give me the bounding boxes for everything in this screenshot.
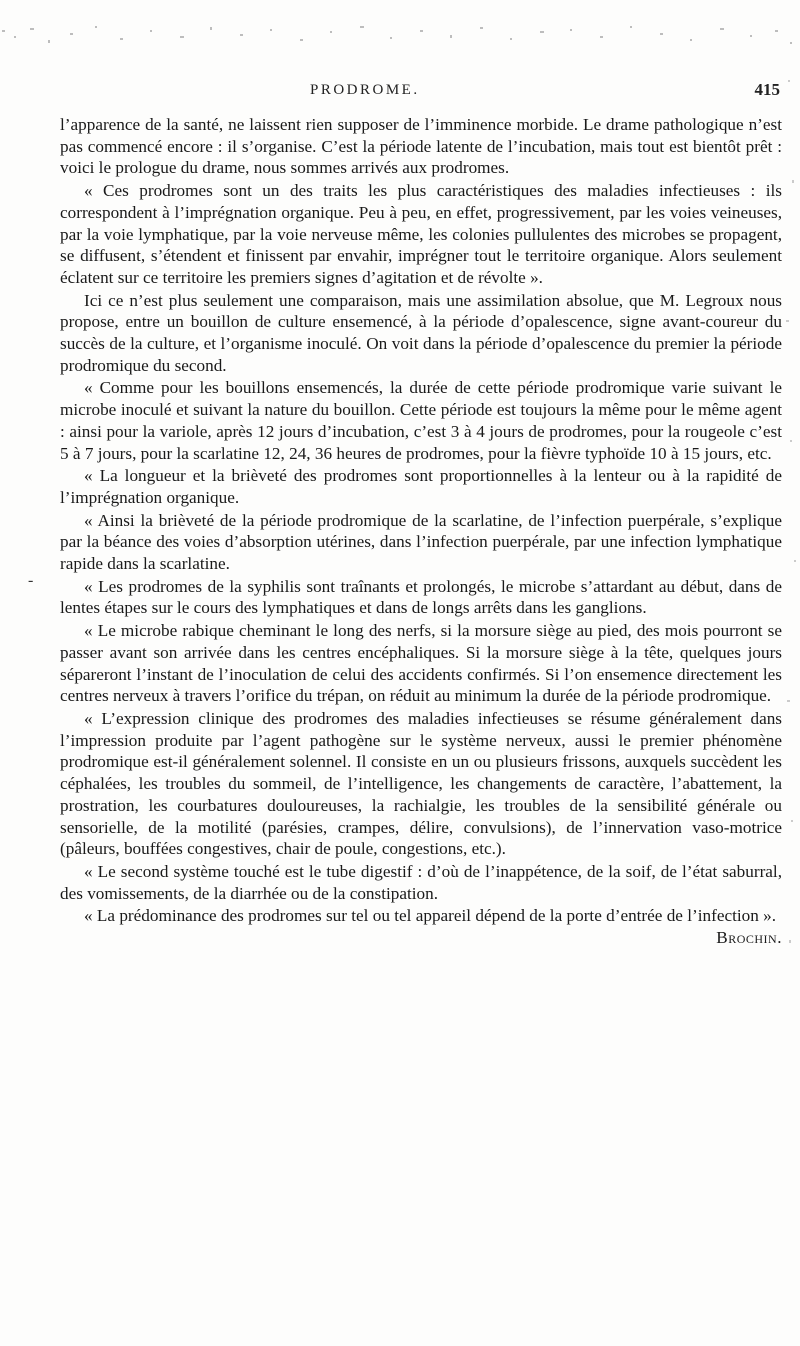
paragraph-6: « Ainsi la brièveté de la période prodromique de la scarlatine, de l’infection puerpérale, s’explique par la béance des voies d’absorption utérines, dans l’infection puerpérale, par une infection lymphatique rapide dans la scarlatine. xyxy=(60,510,782,574)
scan-noise-top xyxy=(0,0,800,60)
page-number: 415 xyxy=(754,80,780,99)
paragraph-11 xyxy=(60,905,782,948)
body-text xyxy=(60,114,782,949)
paragraph-1: l’apparence de la santé, ne laissent rien supposer de l’imminence morbide. Le drame pathologique n’est pas commencé encore : il s’organise. C’est la période latente de l’incubation, mais tout est bientôt prêt : voici le prologue du drame, nous sommes arrivés aux prodromes. xyxy=(60,115,782,178)
paragraph-9: « L’expression clinique des prodromes des maladies infectieuses se résume généralement dans l’impression produite par l’agent pathogène sur le système nerveux, aussi le premier phénomène prodromique est-il généralement solennel. Il consiste en un ou plusieurs frissons, auxquels succèdent les céphalées, les troubles du sommeil, de l’intelligence, les changements de caractère, l’abattement, la prostration, les courbatures douloureuses, la rachialgie, les troubles de la sensibilité générale ou sensorielle, de la motilité (parésies, crampes, délire, convulsions), de l’innervation vaso-motrice (pâleurs, bouffées congestives, chair de poule, congestions, etc.). xyxy=(60,708,782,859)
scan-noise-right-edge xyxy=(778,60,800,1060)
paragraph-2: « Ces prodromes sont un des traits les plus caractéristiques des maladies infectieuses : ils correspondent à l’imprégnation organique. Peu à peu, en effet, progressivement, par les voies veineuses, par la voie lymphatique, par la voie nerveuse même, les colonies pullulentes des microbes se propagent, se diffusent, s’étendent et finissent par envahir, imprégner tout le territoire organique. Alors seulement éclatent sur ce territoire les premiers signes d’agitation et de révolte ». xyxy=(60,181,782,287)
paragraph-7: « Les prodromes de la syphilis sont traînants et prolongés, le microbe s’attardant au début, dans de lentes étapes sur le cours des lymphatiques et dans de longs arrêts dans les ganglions. xyxy=(60,576,782,618)
author-signature: Brochin. xyxy=(716,928,782,948)
paragraph-4: « Comme pour les bouillons ensemencés, la durée de cette période prodromique varie suivant le microbe inoculé et suivant la nature du bouillon. Cette période est toujours la même pour le même agent : ainsi pour la variole, après 12 jours d’incubation, c’est 3 à 4 jours de prodromes, pour la rougeole c’est 5 à 7 jours, pour la scarlatine 12, 24, 36 heures de prodromes, pour la fièvre typhoïde 10 à 15 jours, etc. xyxy=(60,378,782,463)
margin-mark: - xyxy=(28,572,34,589)
running-head: PRODROME. xyxy=(310,82,420,98)
paragraph-8: « Le microbe rabique cheminant le long des nerfs, si la morsure siège au pied, des mois pourront se passer avant son arrivée dans les centres encéphaliques. Si la morsure siège à la tête, quelques jours sépareront l’instant de l’inoculation de celui des accidents confirmés. Si l’on ensemence directement les centres nerveux à travers l’orifice du trépan, on réduit au minimum la durée de la période prodromique. xyxy=(60,621,782,706)
page-header xyxy=(60,82,780,108)
paragraph-11-text: « La prédominance des prodromes sur tel ou tel appareil dépend de la porte d’entrée de l’infection ». xyxy=(84,906,777,926)
paragraph-10: « Le second système touché est le tube digestif : d’où de l’inappétence, de la soif, de l’état saburral, des vomissements, de la diarrhée ou de la constipation. xyxy=(60,861,782,903)
paragraph-5: « La longueur et la brièveté des prodromes sont proportionnelles à la lenteur ou à la rapidité de l’imprégnation organique. xyxy=(60,466,782,507)
paragraph-3: Ici ce n’est plus seulement une comparaison, mais une assimilation absolue, que M. Legroux nous propose, entre un bouillon de culture ensemencé, à la période d’opalescence, signe avant-coureur du succès de la culture, et l’organisme inoculé. On voit dans la période d’opalescence du premier la période prodromique du second. xyxy=(60,290,782,375)
